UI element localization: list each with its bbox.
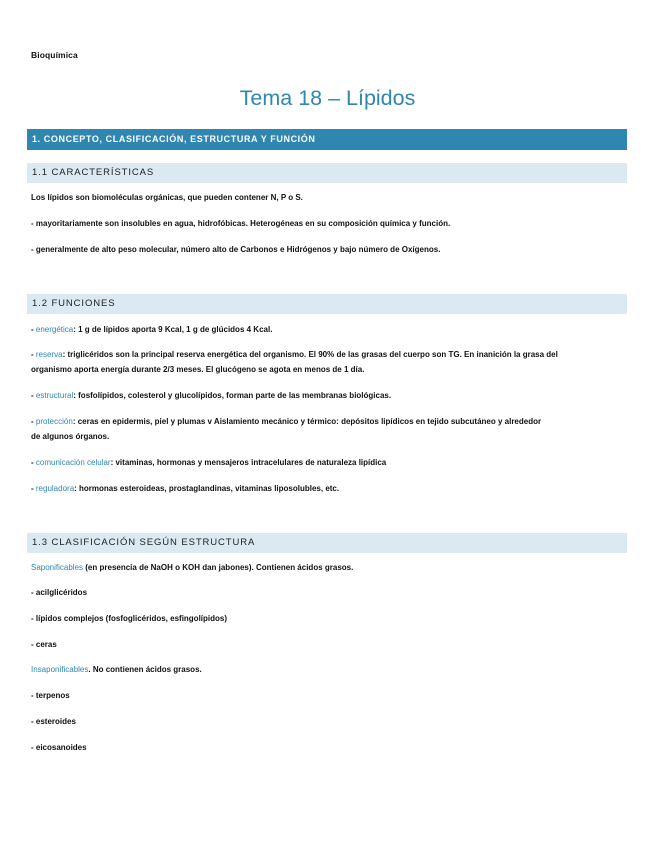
item-bullet: - [31,325,36,334]
item-text-continued: organismo aporta energía durante 2/3 meses. El glucógeno se agota en menos de 1 día. [31,365,365,374]
keyword-reserva: reserva [35,350,63,359]
function-item-reserva [31,347,626,377]
list-item-terpenos: - terpenos [31,691,70,700]
item-text: : fosfolípidos, colesterol y glucolípidos, forman parte de las membranas biológicas. [73,391,392,400]
keyword-saponificables: Saponificables [31,563,84,572]
function-item-comunicacion [31,455,626,470]
function-item-estructural [31,388,626,403]
item-text: : 1 g de lípidos aporta 9 Kcal, 1 g de glúcidos 4 Kcal. [73,325,273,334]
list-item-ceras: - ceras [31,640,57,649]
item-bullet: - [31,391,36,400]
item-text: : vitaminas, hormonas y mensajeros intracelulares de naturaleza lipídica [110,458,387,467]
keyword-estructural: estructural [35,391,74,400]
function-item-reguladora [31,481,626,496]
item-text: : ceras en epidermis, piel y plumas v Aislamiento mecánico y térmico: depósitos lipídicos en tejido subcutáneo y alrededor [72,417,542,426]
item-text: : hormonas esteroideas, prostaglandinas, vitaminas liposolubles, etc. [74,484,340,493]
item-bullet: - [31,417,36,426]
keyword-energetica: energética [35,325,74,334]
function-item-energetica [31,322,626,337]
section-heading-concepto: 1. CONCEPTO, CLASIFICACIÓN, ESTRUCTURA Y FUNCIÓN [27,129,627,150]
class-insaponificables [31,662,626,677]
list-item-acilgliceridos: - acilglicéridos [31,588,88,597]
paragraph-definition: Los lípidos son biomoléculas orgánicas, que pueden contener N, P o S. [31,193,303,202]
item-text: : triglicéridos son la principal reserva energética del organismo. El 90% de las grasas del cuerpo son TG. En inanición la grasa del [62,350,558,359]
subsection-heading-funciones: 1.2 FUNCIONES [27,294,627,314]
class-description: . No contienen ácidos grasos. [88,665,202,674]
list-item-lipidos-complejos: - lípidos complejos (fosfoglicéridos, esfingolípidos) [31,614,228,623]
keyword-reguladora: reguladora [35,484,75,493]
keyword-insaponificables: Insaponificables [31,665,89,674]
document-title: Tema 18 – Lípidos [239,86,416,110]
class-saponificables [31,560,626,575]
keyword-proteccion: protección [35,417,73,426]
subsection-heading-clasificacion: 1.3 CLASIFICACIÓN SEGÚN ESTRUCTURA [27,533,627,553]
list-item-eicosanoides: - eicosanoides [31,743,87,752]
subsection-heading-caracteristicas: 1.1 CARACTERÍSTICAS [27,163,627,183]
function-item-proteccion [31,414,626,444]
item-text-continued: de algunos órganos. [31,432,110,441]
paragraph-insolubles: - mayoritariamente son insolubles en agua, hidrofóbicas. Heterogéneas en su composición química y función. [31,219,451,228]
list-item-esteroides: - esteroides [31,717,76,726]
item-bullet: - [31,350,36,359]
item-bullet: - [31,484,36,493]
keyword-comunicacion-celular: comunicación celular [35,458,111,467]
paragraph-peso-molecular: - generalmente de alto peso molecular, número alto de Carbonos e Hidrógenos y bajo número de Oxígenos. [31,245,441,254]
class-description: (en presencia de NaOH o KOH dan jabones). Contienen ácidos grasos. [83,563,354,572]
running-head: Bioquímica [31,50,78,60]
item-bullet: - [31,458,36,467]
